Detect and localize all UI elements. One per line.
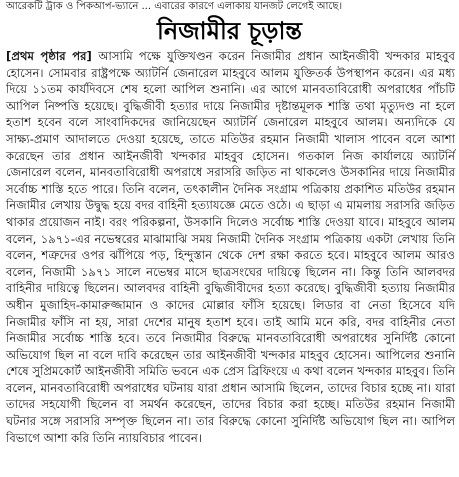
article-text: আসামি পক্ষে যুক্তিখণ্ডন করেন নিজামীর প্রধান আইনজীবী খন্দকার মাহবুব হোসেন। সোমবার রাষ্ট্রপক্ষে অ্যাটর্নি জেনারেল মাহবুবে আলম যুক্তিতর্ক উপস্থাপন করেন। এর মধ্য দিয়ে ১১তম কার্যদিবসে শেষ হলো আপিল শুনানি। এর আগে মানবতাবিরোধী অপরাধের পাঁচটি আপিল নিষ্পত্তি হয়েছে। বুদ্ধিজীবী হত্যার দায়ে নিজামীর দৃষ্টান্তমূলক শাস্তি তথা মৃত্যুদণ্ড না হলে হতাশ হবেন বলে সাংবাদিকদের জানিয়েছেন অ্যাটর্নি জেনারেল মাহবুবে আলম। অন্যদিকে যে সাক্ষ্য-প্রমাণ আদালতে দেওয়া হয়েছে, তাতে মতিউর রহমান নিজামী খালাস পাবেন বলে আশা করেছেন তার প্রধান আইনজীবী খন্দকার মাহবুব হোসেন। গতকাল নিজ কার্যালয়ে অ্যাটর্নি জেনারেল বলেন, মানবতাবিরোধী অপরাধে সরাসরি জড়িত না থাকলেও উসকানির দায়ে নিজামীর সর্বোচ্চ শাস্তি হতে পারে। তিনি বলেন, তৎকালীন দৈনিক সংগ্রাম পত্রিকায় প্রকাশিত মতিউর রহমান নিজামীর লেখায় উদ্বুদ্ধ হয়ে বদর বাহিনী হত্যাযজ্ঞে মেতে ওঠে। এ ছাড়া এ মামলায় সরাসরি জড়িত থাকার প্রয়োজন নাই। বরং পরিকল্পনা, উসকানি দিলেও সর্বোচ্চ শাস্তি দেওয়া যাবে। মাহবুবে আলম বলেন, ১৯৭১-এর নভেম্বরের মাঝামাঝি সময় নিজামী দৈনিক সংগ্রাম পত্রিকায় একটা লেখায় তিনি বলেন, শত্রুদের ওপর ঝাঁপিয়ে পড়, হিন্দুস্তান থেকে দেশ রক্ষা করতে হবে। মাহবুবে আলম আরও বলেন, নিজামী ১৯৭১ সালে নভেম্বর মাসে ছাত্রসংঘের দায়িত্বে ছিলেন না। কিন্তু তিনি আলবদর বাহিনীর দায়িত্বে ছিলেন। আলবদর বাহিনী বুদ্ধিজীবীদের হত্যা করেছে। বুদ্ধিজীবী হত্যায় নিজামীর অধীন মুজাহিদ-কামারুজ্জামান ও কাদের মোল্লার ফাঁসি হয়েছে। লিডার বা নেতা হিসেবে যদি নিজামীর ফাঁসি না হয়, সারা দেশের মানুষ হতাশ হবে। তাই আমি মনে করি, বদর বাহিনীর নেতা নিজামীর সর্বোচ্চ শাস্তি হবে। তবে নিজামীর বিরুদ্ধে মানবতাবিরোধী অপরাধের সুনির্দিষ্ট কোনো অভিযোগ ছিল না বলে দাবি করেছেন তার আইনজীবী খন্দকার মাহবুব হোসেন। আপিলের শুনানি শেষে সুপ্রিমকোর্ট আইনজীবী সমিতি ভবনে এক প্রেস ব্রিফিংয়ে এ কথা বলেন খন্দকার মাহবুব। তিনি বলেন, মানবতাবিরোধী অপরাধের ঘটনায় যারা প্রধান আসামি ছিলেন, তাদের বিচার হচ্ছে না। যারা তাদের সহযোগী ছিলেন বা সমর্থন করেছেন, তাদের বিচার করা হচ্ছে। মতিউর রহমান নিজামী ঘটনার সঙ্গে সরাসরি সম্পৃক্ত ছিলেন না। তার বিরুদ্ধে কোনো সুনির্দিষ্ট অভিযোগ ছিল না। আপিল বিভাগে আশা করি তিনি ন্যায়বিচার পাবেন।: [6, 49, 455, 445]
previous-article-fragment: আরেকটি ট্রাক ও পিকআপ-ভ্যানে ... এবারের কারণে এলাকায় যানজট লেগেই আছে।: [6, 1, 343, 12]
article-headline: নিজামীর চূড়ান্ত: [157, 17, 302, 45]
article-body: [0, 48, 459, 446]
continuation-label: [ প্রথম পৃষ্ঠার পর ]: [6, 49, 98, 63]
